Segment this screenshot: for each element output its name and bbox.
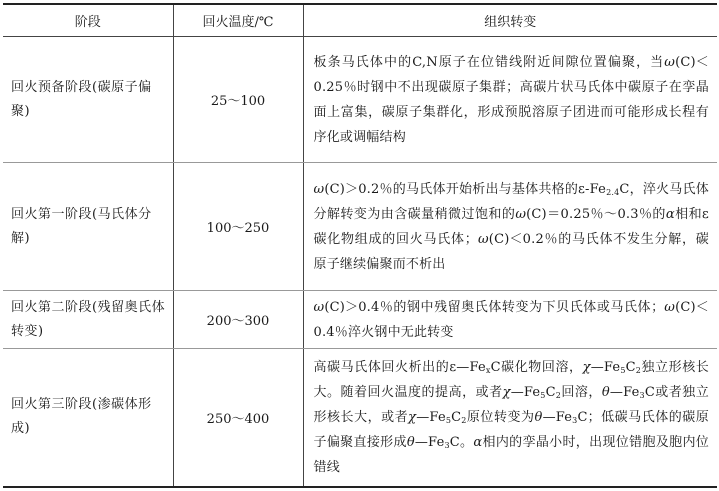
transformation-cell: ω(C)＞0.2％的马氏体开始析出与基体共格的$\varepsilon-Fe_{2.4}C$，淬火马氏体分解转变为由含碳量稍微过饱和的ω(C)＝0.25％～0.3％的α相和ε碳化物组成的回火马氏体；ω(C)＜0.2％的马氏体不发生分解，碳原子继续偏聚而不析出 [303, 163, 717, 291]
transformation-cell: 高碳马氏体回火析出的$\varepsilon—Fe_xC$碳化物回溶，$\chi—Fe_5C_2$独立形核长大。随着回火温度的提高，或者$\chi—Fe_5C_2$回溶，$\theta—Fe_3C$或者独立形核长大，或者$\chi—Fe_5C_2$原位转变为$\theta—Fe_3C$；低碳马氏体的碳原子偏聚直接形成$\theta—Fe_3C$。α相内的孪晶小时，出现位错胞及胞内位错线 [303, 349, 717, 487]
table-row [3, 37, 717, 163]
transformation-cell: ω(C)＞0.4％的钢中残留奥氏体转变为下贝氏体或马氏体；ω(C)＜0.4％淬火钢中无此转变 [303, 291, 717, 349]
table-row [3, 291, 717, 349]
transformation-cell: 板条马氏体中的C,N原子在位错线附近间隙位置偏聚，当ω(C)＜0.25％时钢中不出现碳原子集群；高碳片状马氏体中碳原子在孪晶面上富集，碳原子集群化，形成预脱溶原子团进而可能形成长程有序化或调幅结构 [303, 37, 717, 163]
stage-cell: 回火预备阶段(碳原子偏聚) [3, 37, 173, 163]
temperature-cell: 200～300 [173, 291, 303, 349]
header-stage: 阶段 [3, 4, 173, 37]
stage-cell: 回火第一阶段(马氏体分解) [3, 163, 173, 291]
stage-cell: 回火第三阶段(渗碳体形成) [3, 349, 173, 487]
tempering-stages-table [3, 3, 717, 488]
temperature-cell: 25～100 [173, 37, 303, 163]
header-temperature: 回火温度/℃ [173, 4, 303, 37]
temperature-cell: 250～400 [173, 349, 303, 487]
table-row [3, 163, 717, 291]
header-transformation: 组织转变 [303, 4, 717, 37]
temperature-cell: 100～250 [173, 163, 303, 291]
table-row [3, 349, 717, 487]
table-header-row [3, 4, 717, 37]
stage-cell: 回火第二阶段(残留奥氏体转变) [3, 291, 173, 349]
